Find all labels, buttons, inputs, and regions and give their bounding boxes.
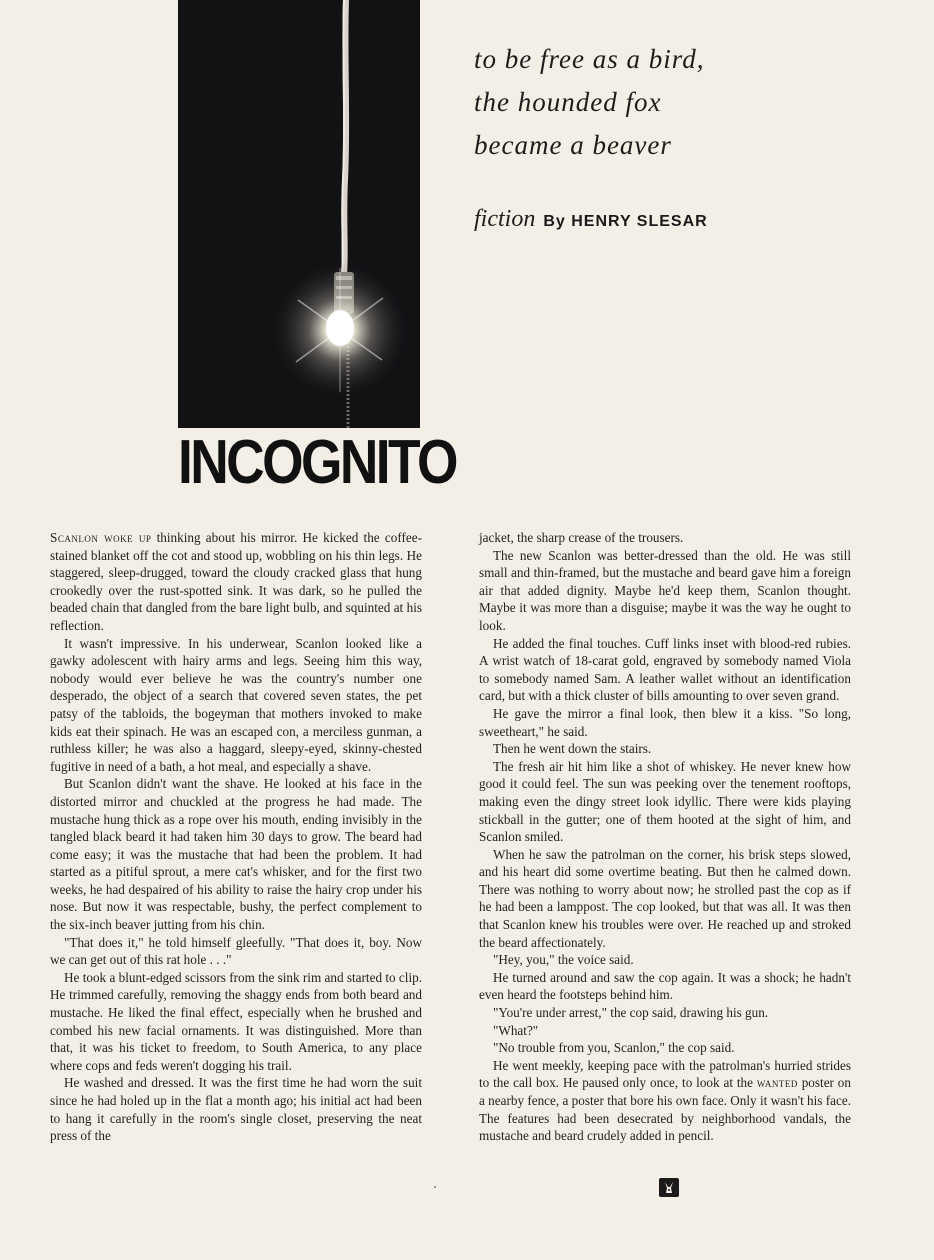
story-tagline [474,38,894,167]
rabbit-head-icon [659,1178,679,1197]
lead-in: Scanlon woke up [50,530,152,545]
fold-dot [434,1186,436,1188]
article-paragraph: "What?" [493,1022,539,1038]
wanted-smallcaps: wanted [756,1075,798,1091]
article-paragraph: He turned around and saw the cop again. It was a shock; he hadn't even heard the footsteps behind him. [479,969,851,1003]
tagline-line: became a beaver [474,130,672,160]
article-paragraph: He added the final touches. Cuff links inset with blood-red rubies. A wrist watch of 18-carat gold, engraved by somebody named Viola to somebody named Sam. A leather wallet without an identification card, but with a thick cluster of bills amounting to over seven grand. [479,635,851,704]
tagline-line: to be free as a bird, [474,44,705,74]
article-paragraph: "You're under arrest," the cop said, drawing his gun. [493,1005,769,1021]
byline [474,206,708,233]
article-paragraph: But Scanlon didn't want the shave. He looked at his face in the distorted mirror and chuckled at the progress he had made. The mustache hung thick as a rope over his mouth, ending invisibly in the tangled black beard it had taken him 30 days to grow. The beard had come easy; it was the mustache that had been the problem. It had started as a pitiful sprout, a mere cat's whisker, and for the first two weeks, he had despaired of his ability to raise the hairy crop under his nose. But now it was respectable, bushy, the perfect complement to the six-inch beaver jutting from his chin. [50,776,422,933]
article-paragraph: "Hey, you," the voice said. [493,952,634,968]
article-paragraph: He went meekly, keeping pace with the patrolman's hurried strides to the call box. He paused only once, to look at the wanted poster on a nearby fence, a poster that bore his own face. Only it wasn't his face. The features had been desecrated by neighborhood vandals, the mustache and beard crudely added in pencil. [479,1057,851,1144]
author-credit: By HENRY SLESAR [543,213,708,230]
article-paragraph: He washed and dressed. It was the first time he had worn the suit since he had holed up in the flat a month ago; his initial act had been to hang it carefully in the room's single closet, preserving the neat press of the [50,1075,422,1144]
article-paragraph: jacket, the sharp crease of the trousers. [479,530,684,545]
article-paragraph: "That does it," he told himself gleefully. "That does it, boy. Now we can get out of this rat hole . . ." [50,934,422,968]
genre-label: fiction [474,206,536,232]
article-paragraph: The fresh air hit him like a shot of whiskey. He never knew how good it could feel. The sun was peeking over the tenement rooftops, making even the dingy street look idyllic. There were kids playing stickball in the gutter; one of them hooted at the sight of him, and Scanlon smiled. [479,758,851,845]
article-paragraph: He took a blunt-edged scissors from the sink rim and started to clip. He trimmed carefully, removing the shaggy ends from both beard and mustache. He liked the final effect, especially when he brushed and combed his new facial ornaments. It was distinguished. More than that, it was his ticket to freedom, to South America, to any place where cops and feds weren't dogging his trail. [50,969,422,1073]
hanging-light-bulb-icon [178,0,420,428]
article-paragraph: The new Scanlon was better-dressed than the old. He was still small and thin-framed, but the mustache and beard gave him a foreign air that added dignity. Maybe he'd keep them, Scanlon thought. Maybe it was more than a disguise; maybe it was the way he ought to look. [479,547,851,633]
article-column-left [50,529,422,1145]
hanging-light-bulb-photo [178,0,420,428]
article-column-right [479,529,851,1145]
article-paragraph: When he saw the patrolman on the corner, his brisk steps slowed, and his heart did some overtime beating. But then he calmed down. There was nothing to worry about now; he strolled past the cop as if he had been a lamppost. The cop looked, but that was all. It was then that Scanlon knew his troubles were over. He reached up and stroked the beard affectionately. [479,846,851,950]
end-mark [659,1178,679,1197]
article-paragraph: Scanlon woke up thinking about his mirror. He kicked the coffee-stained blanket off the cot and stood up, wobbling on his thin legs. He staggered, sleep-drugged, toward the cloudy cracked glass that hung crookedly over the rust-spotted sink. It was dark, so he pulled the beaded chain that dangled from the bare light bulb, and squinted at his reflection. [50,530,422,633]
article-paragraph: It wasn't impressive. In his underwear, Scanlon looked like a gawky adolescent with hairy arms and legs. Seeing him this way, nobody would ever believe he was the country's number one desperado, the object of a search that covered seven states, the pet patsy of the tabloids, the bogeyman that mothers invoked to make kids eat their spinach. He was an escaped con, a merciless gunman, a ruthless killer; he was also a haggard, sleepy-eyed, skinny-chested fugitive in need of a bath, a hot meal, and especially a shave. [50,635,422,774]
story-title: INCOGNITO [178,428,456,497]
article-paragraph: Then he went down the stairs. [493,741,652,757]
tagline-line: the hounded fox [474,87,662,117]
article-paragraph: "No trouble from you, Scanlon," the cop said. [493,1040,735,1056]
article-paragraph: He gave the mirror a final look, then blew it a kiss. "So long, sweetheart," he said. [479,705,851,739]
